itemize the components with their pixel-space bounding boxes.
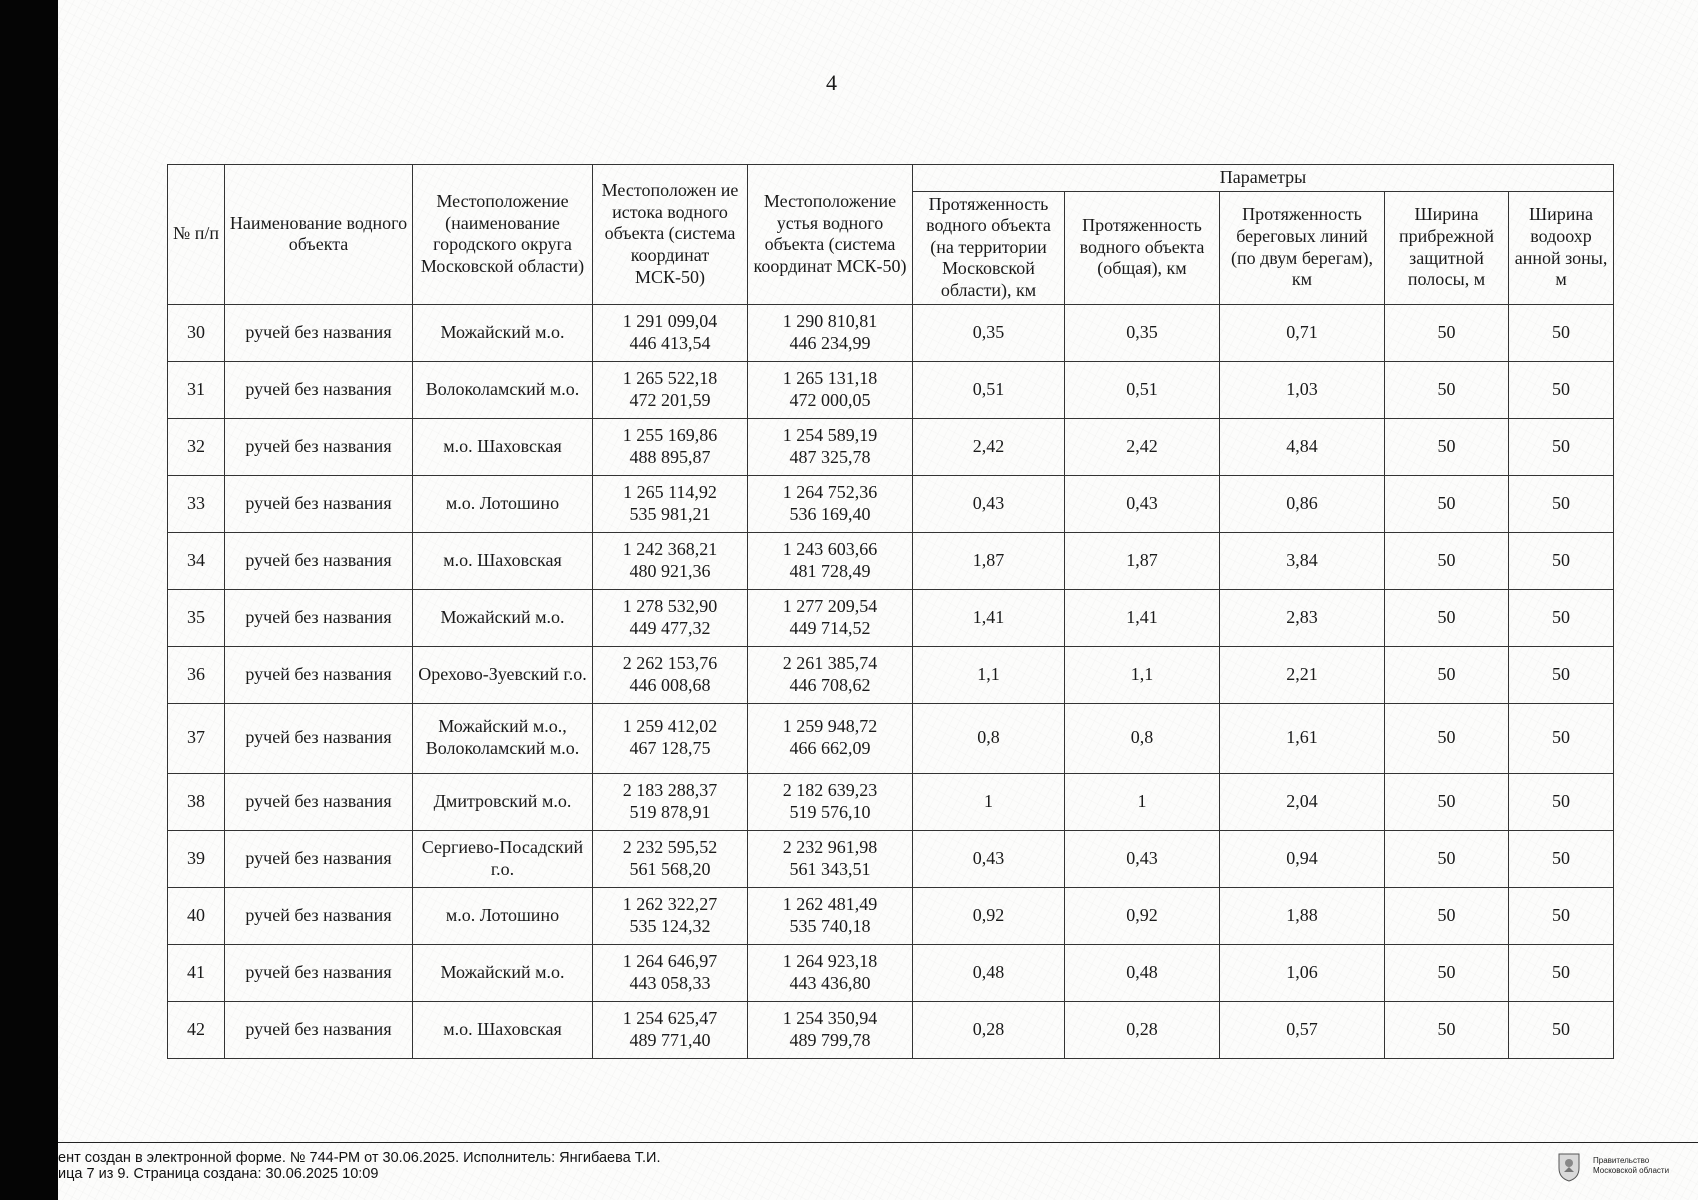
- object-location: Волоколамский м.о.: [413, 361, 593, 418]
- coastal-width: 50: [1385, 475, 1509, 532]
- coord-y: 536 169,40: [789, 503, 871, 524]
- coord-y: 443 058,33: [629, 972, 711, 993]
- object-name: ручей без названия: [225, 646, 413, 703]
- coord-x: 1 243 603,66: [782, 538, 878, 559]
- source-coords: [593, 361, 748, 418]
- coord-y: 561 343,51: [789, 858, 871, 879]
- table-row: [168, 944, 1614, 1001]
- government-logo: [1557, 1150, 1687, 1186]
- coord-y: 443 436,80: [789, 972, 871, 993]
- coord-x: 2 262 153,76: [622, 652, 718, 673]
- protect-width: 50: [1509, 887, 1614, 944]
- length-mo: 0,51: [913, 361, 1065, 418]
- coord-x: 1 254 625,47: [622, 1007, 718, 1028]
- mouth-coords: [748, 361, 913, 418]
- source-coords: [593, 532, 748, 589]
- table-row: [168, 532, 1614, 589]
- table-row: [168, 887, 1614, 944]
- scan-black-edge: [0, 0, 58, 1200]
- source-coords: [593, 475, 748, 532]
- table-row: [168, 703, 1614, 773]
- coord-y: 446 234,99: [789, 332, 871, 353]
- source-coords: [593, 944, 748, 1001]
- length-total: 0,48: [1065, 944, 1220, 1001]
- coastal-width: 50: [1385, 304, 1509, 361]
- protect-width: 50: [1509, 773, 1614, 830]
- page-number: 4: [826, 70, 837, 95]
- coord-y: 480 921,36: [629, 560, 711, 581]
- coord-y: 449 477,32: [629, 617, 711, 638]
- coord-x: 1 254 589,19: [782, 424, 878, 445]
- coord-y: 487 325,78: [789, 446, 871, 467]
- coord-x: 1 262 322,27: [622, 893, 718, 914]
- coastal-width: 50: [1385, 887, 1509, 944]
- shore-length: 0,86: [1220, 475, 1385, 532]
- length-total: 0,28: [1065, 1001, 1220, 1058]
- header-source: Местоположен ие истока водного объекта (система координат МСК-50): [593, 165, 748, 305]
- logo-line-1: Правительство: [1593, 1156, 1650, 1165]
- length-total: 1: [1065, 773, 1220, 830]
- row-number: 41: [168, 944, 225, 1001]
- protect-width: 50: [1509, 475, 1614, 532]
- object-location: Дмитровский м.о.: [413, 773, 593, 830]
- header-location: Местоположение (наименование городского округа Московской области): [413, 165, 593, 305]
- coord-y: 449 714,52: [789, 617, 871, 638]
- length-total: 2,42: [1065, 418, 1220, 475]
- coord-y: 488 895,87: [629, 446, 711, 467]
- shore-length: 1,06: [1220, 944, 1385, 1001]
- length-total: 1,87: [1065, 532, 1220, 589]
- mouth-coords: [748, 830, 913, 887]
- coord-y: 472 201,59: [629, 389, 711, 410]
- coord-y: 446 708,62: [789, 674, 871, 695]
- object-location: м.о. Лотошино: [413, 475, 593, 532]
- length-total: 1,41: [1065, 589, 1220, 646]
- shore-length: 1,88: [1220, 887, 1385, 944]
- object-location: Орехово-Зуевский г.о.: [413, 646, 593, 703]
- table-row: [168, 475, 1614, 532]
- mouth-coords: [748, 703, 913, 773]
- object-location: Можайский м.о.: [413, 304, 593, 361]
- coord-y: 535 124,32: [629, 915, 711, 936]
- coord-x: 1 264 923,18: [782, 950, 878, 971]
- shore-length: 1,61: [1220, 703, 1385, 773]
- header-coastal-width: Ширина прибрежной защитной полосы, м: [1385, 191, 1509, 304]
- row-number: 31: [168, 361, 225, 418]
- header-num: № п/п: [168, 165, 225, 305]
- object-location: Можайский м.о., Волоколамский м.о.: [413, 703, 593, 773]
- coord-y: 446 413,54: [629, 332, 711, 353]
- header-length-total: Протяженность водного объекта (общая), км: [1065, 191, 1220, 304]
- shore-length: 1,03: [1220, 361, 1385, 418]
- coord-y: 446 008,68: [629, 674, 711, 695]
- header-params: Параметры: [913, 165, 1614, 192]
- protect-width: 50: [1509, 830, 1614, 887]
- coord-x: 2 232 595,52: [622, 836, 718, 857]
- mouth-coords: [748, 1001, 913, 1058]
- protect-width: 50: [1509, 418, 1614, 475]
- length-mo: 1: [913, 773, 1065, 830]
- header-name: Наименование водного объекта: [225, 165, 413, 305]
- protect-width: 50: [1509, 944, 1614, 1001]
- coord-x: 1 254 350,94: [782, 1007, 878, 1028]
- length-total: 0,43: [1065, 475, 1220, 532]
- source-coords: [593, 304, 748, 361]
- source-coords: [593, 703, 748, 773]
- length-mo: 0,8: [913, 703, 1065, 773]
- row-number: 42: [168, 1001, 225, 1058]
- header-mouth: Местоположение устья водного объекта (система координат МСК-50): [748, 165, 913, 305]
- mouth-coords: [748, 418, 913, 475]
- shore-length: 2,04: [1220, 773, 1385, 830]
- table-row: [168, 1001, 1614, 1058]
- object-name: ручей без названия: [225, 304, 413, 361]
- coastal-width: 50: [1385, 830, 1509, 887]
- coord-x: 1 290 810,81: [782, 310, 878, 331]
- shore-length: 0,94: [1220, 830, 1385, 887]
- object-location: м.о. Шаховская: [413, 532, 593, 589]
- table-row: [168, 773, 1614, 830]
- object-name: ручей без названия: [225, 944, 413, 1001]
- source-coords: [593, 418, 748, 475]
- coord-y: 535 981,21: [629, 503, 711, 524]
- coord-x: 1 259 948,72: [782, 716, 878, 737]
- coord-y: 519 878,91: [629, 801, 711, 822]
- coord-x: 1 265 131,18: [782, 367, 878, 388]
- protect-width: 50: [1509, 589, 1614, 646]
- object-location: м.о. Шаховская: [413, 1001, 593, 1058]
- protect-width: 50: [1509, 361, 1614, 418]
- coord-y: 535 740,18: [789, 915, 871, 936]
- source-coords: [593, 887, 748, 944]
- length-total: 0,92: [1065, 887, 1220, 944]
- row-number: 34: [168, 532, 225, 589]
- water-objects-table: [167, 164, 1614, 1059]
- coord-y: 467 128,75: [629, 738, 711, 759]
- row-number: 32: [168, 418, 225, 475]
- coord-x: 1 265 522,18: [622, 367, 718, 388]
- object-location: Можайский м.о.: [413, 589, 593, 646]
- row-number: 40: [168, 887, 225, 944]
- coord-x: 1 291 099,04: [622, 310, 718, 331]
- shore-length: 0,57: [1220, 1001, 1385, 1058]
- row-number: 37: [168, 703, 225, 773]
- length-mo: 2,42: [913, 418, 1065, 475]
- coastal-width: 50: [1385, 418, 1509, 475]
- coord-x: 1 265 114,92: [623, 481, 717, 502]
- mouth-coords: [748, 589, 913, 646]
- coord-x: 1 255 169,86: [622, 424, 718, 445]
- coord-x: 1 264 646,97: [622, 950, 718, 971]
- coord-x: 2 261 385,74: [782, 652, 878, 673]
- coord-x: 2 232 961,98: [782, 836, 878, 857]
- coastal-width: 50: [1385, 703, 1509, 773]
- table-row: [168, 304, 1614, 361]
- logo-caption: [1593, 1156, 1669, 1176]
- coord-y: 561 568,20: [629, 858, 711, 879]
- object-name: ручей без названия: [225, 830, 413, 887]
- footer-line-1: ент создан в электронной форме. № 744-РМ от 30.06.2025. Исполнитель: Янгибаева Т.И.: [58, 1150, 661, 1166]
- table-body: [168, 304, 1614, 1058]
- shore-length: 2,83: [1220, 589, 1385, 646]
- object-name: ручей без названия: [225, 475, 413, 532]
- row-number: 35: [168, 589, 225, 646]
- coastal-width: 50: [1385, 589, 1509, 646]
- header-protect-width: Ширина водоохр анной зоны, м: [1509, 191, 1614, 304]
- shore-length: 0,71: [1220, 304, 1385, 361]
- length-mo: 0,43: [913, 475, 1065, 532]
- coord-y: 489 799,78: [789, 1029, 871, 1050]
- coastal-width: 50: [1385, 773, 1509, 830]
- coastal-width: 50: [1385, 532, 1509, 589]
- object-location: Можайский м.о.: [413, 944, 593, 1001]
- length-mo: 0,92: [913, 887, 1065, 944]
- protect-width: 50: [1509, 304, 1614, 361]
- length-mo: 0,43: [913, 830, 1065, 887]
- mouth-coords: [748, 944, 913, 1001]
- coord-y: 472 000,05: [789, 389, 871, 410]
- source-coords: [593, 830, 748, 887]
- object-location: Сергиево-Посадский г.о.: [413, 830, 593, 887]
- header-length-mo: Протяженность водного объекта (на территории Московской области), км: [913, 191, 1065, 304]
- footer-line-2: ица 7 из 9. Страница создана: 30.06.2025 10:09: [58, 1166, 379, 1182]
- mouth-coords: [748, 475, 913, 532]
- row-number: 36: [168, 646, 225, 703]
- coord-y: 481 728,49: [789, 560, 871, 581]
- object-name: ручей без названия: [225, 361, 413, 418]
- source-coords: [593, 646, 748, 703]
- table-row: [168, 646, 1614, 703]
- protect-width: 50: [1509, 532, 1614, 589]
- coord-x: 2 183 288,37: [622, 779, 718, 800]
- object-name: ручей без названия: [225, 773, 413, 830]
- coastal-width: 50: [1385, 361, 1509, 418]
- coord-y: 519 576,10: [789, 801, 871, 822]
- object-name: ручей без названия: [225, 703, 413, 773]
- row-number: 30: [168, 304, 225, 361]
- length-total: 1,1: [1065, 646, 1220, 703]
- footer-text: [58, 1150, 660, 1182]
- logo-line-2: Московской области: [1593, 1166, 1670, 1175]
- object-name: ручей без названия: [225, 532, 413, 589]
- coastal-width: 50: [1385, 1001, 1509, 1058]
- protect-width: 50: [1509, 1001, 1614, 1058]
- mouth-coords: [748, 304, 913, 361]
- length-mo: 0,28: [913, 1001, 1065, 1058]
- length-total: 0,51: [1065, 361, 1220, 418]
- source-coords: [593, 773, 748, 830]
- mouth-coords: [748, 887, 913, 944]
- object-name: ручей без названия: [225, 418, 413, 475]
- length-mo: 0,35: [913, 304, 1065, 361]
- coord-x: 1 277 209,54: [782, 595, 878, 616]
- table-row: [168, 589, 1614, 646]
- coord-x: 2 182 639,23: [782, 779, 878, 800]
- shore-length: 2,21: [1220, 646, 1385, 703]
- length-total: 0,35: [1065, 304, 1220, 361]
- row-number: 33: [168, 475, 225, 532]
- protect-width: 50: [1509, 646, 1614, 703]
- object-location: м.о. Лотошино: [413, 887, 593, 944]
- footer-rule: [58, 1142, 1698, 1143]
- object-name: ручей без названия: [225, 1001, 413, 1058]
- length-total: 0,8: [1065, 703, 1220, 773]
- header-shore-length: Протяженность береговых линий (по двум берегам), км: [1220, 191, 1385, 304]
- coord-x: 1 264 752,36: [782, 481, 878, 502]
- length-mo: 1,87: [913, 532, 1065, 589]
- coord-y: 466 662,09: [789, 738, 871, 759]
- row-number: 38: [168, 773, 225, 830]
- coord-x: 1 262 481,49: [782, 893, 878, 914]
- table-row: [168, 418, 1614, 475]
- length-mo: 1,1: [913, 646, 1065, 703]
- length-mo: 0,48: [913, 944, 1065, 1001]
- coord-x: 1 278 532,90: [622, 595, 718, 616]
- shore-length: 4,84: [1220, 418, 1385, 475]
- coord-x: 1 242 368,21: [622, 538, 718, 559]
- source-coords: [593, 1001, 748, 1058]
- row-number: 39: [168, 830, 225, 887]
- coastal-width: 50: [1385, 944, 1509, 1001]
- object-name: ручей без названия: [225, 887, 413, 944]
- length-total: 0,43: [1065, 830, 1220, 887]
- table-row: [168, 361, 1614, 418]
- length-mo: 1,41: [913, 589, 1065, 646]
- table-row: [168, 830, 1614, 887]
- mouth-coords: [748, 532, 913, 589]
- coord-y: 489 771,40: [629, 1029, 711, 1050]
- shore-length: 3,84: [1220, 532, 1385, 589]
- coat-of-arms-icon: [1557, 1152, 1581, 1182]
- coord-x: 1 259 412,02: [622, 716, 718, 737]
- source-coords: [593, 589, 748, 646]
- coastal-width: 50: [1385, 646, 1509, 703]
- protect-width: 50: [1509, 703, 1614, 773]
- object-location: м.о. Шаховская: [413, 418, 593, 475]
- object-name: ручей без названия: [225, 589, 413, 646]
- mouth-coords: [748, 646, 913, 703]
- mouth-coords: [748, 773, 913, 830]
